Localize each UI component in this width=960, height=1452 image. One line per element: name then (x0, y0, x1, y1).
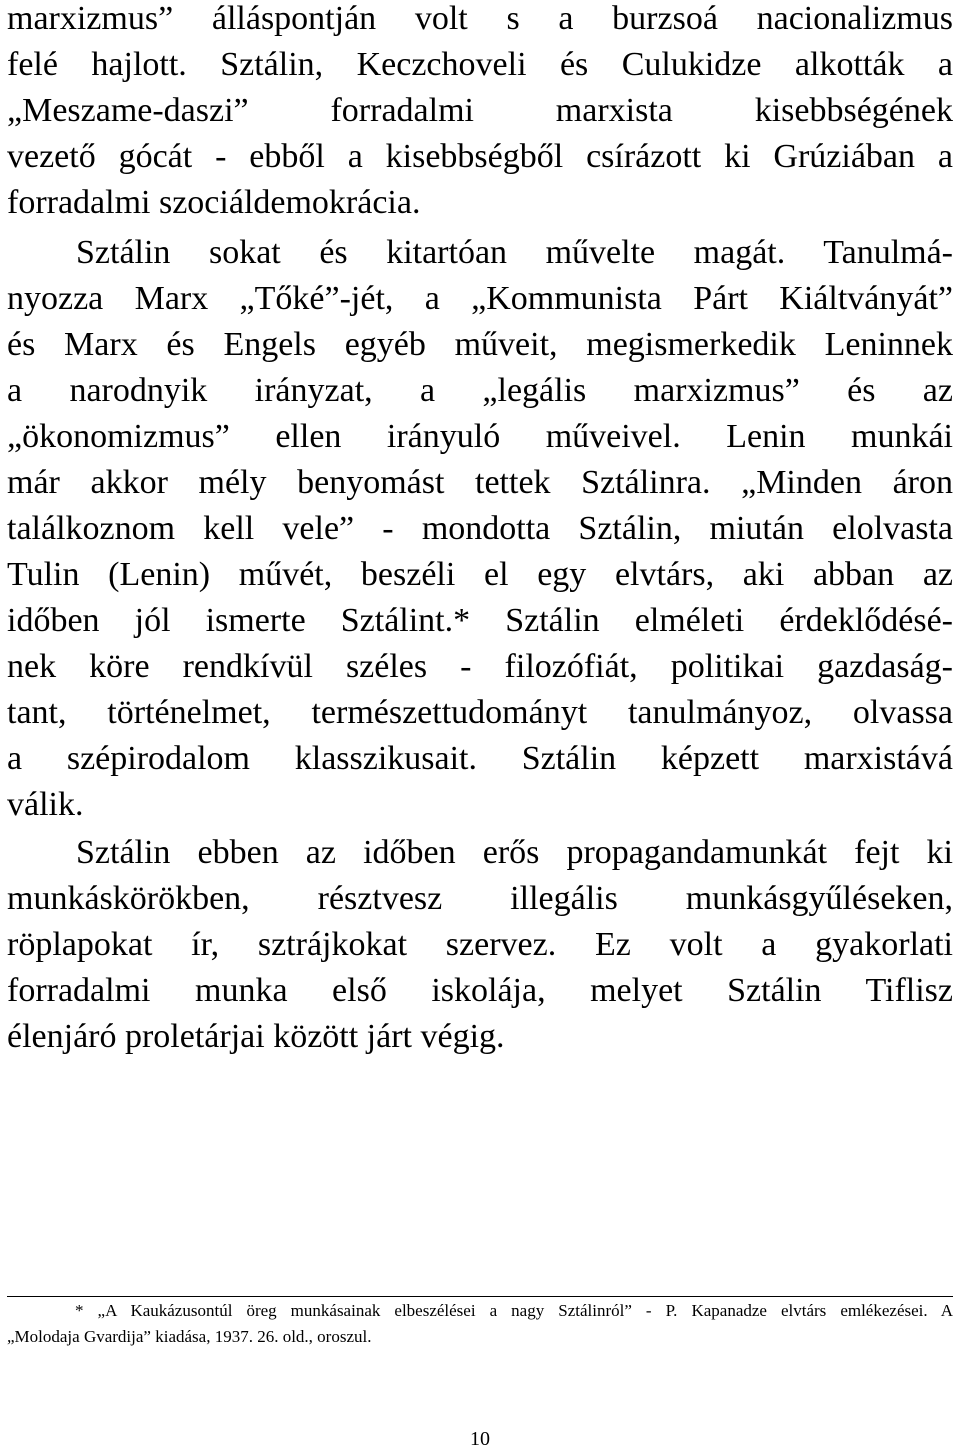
paragraph-1 (7, 0, 953, 226)
text-line: forradalmi szociáldemokrácia. (7, 184, 421, 221)
footnote-line: * „A Kaukázusontúl öreg munkásainak elbeszélései a nagy Sztálinról” - P. Kapanadze elvtárs emlékezései. A (75, 1301, 953, 1320)
text-line: időben jól ismerte Sztálint.* Sztálin elméleti érdeklődésé- (7, 602, 953, 639)
text-line: a narodnyik irányzat, a „legális marxizmus” és az (7, 372, 953, 409)
text-line: élenjáró proletárjai között járt végig. (7, 1018, 505, 1055)
text-line: már akkor mély benyomást tettek Sztálinra. „Minden áron (7, 464, 953, 501)
text-line: Sztálin sokat és kitartóan művelte magát. Tanulmá- (76, 234, 953, 271)
text-line: tant, történelmet, természettudományt tanulmányoz, olvassa (7, 694, 953, 731)
text-line: nek köre rendkívül széles - filozófiát, politikai gazdaság- (7, 648, 953, 685)
text-line: munkáskörökben, résztvesz illegális munkásgyűléseken, (7, 880, 953, 917)
text-line: marxizmus” álláspontján volt s a burzsoá nacionalizmus (7, 0, 953, 37)
footnote-line: „Molodaja Gvardija” kiadása, 1937. 26. old., oroszul. (7, 1327, 372, 1346)
text-line: „Meszame-daszi” forradalmi marxista kisebbségének (7, 92, 953, 129)
text-line: Tulin (Lenin) művét, beszéli el egy elvtárs, aki abban az (7, 556, 953, 593)
text-line: válik. (7, 786, 84, 823)
page-number: 10 (470, 1428, 490, 1450)
text-line: „ökonomizmus” ellen irányuló műveivel. Lenin munkái (7, 418, 953, 455)
text-line: forradalmi munka első iskolája, melyet Sztálin Tiflisz (7, 972, 953, 1009)
footnote-divider (7, 1296, 953, 1297)
text-line: találkoznom kell vele” - mondotta Sztálin, miután elolvasta (7, 510, 953, 547)
text-line: Sztálin ebben az időben erős propagandamunkát fejt ki (76, 834, 953, 871)
text-line: vezető gócát - ebből a kisebbségből csírázott ki Grúziában a (7, 138, 953, 175)
paragraph-3 (7, 830, 953, 1060)
text-line: röplapokat ír, sztrájkokat szervez. Ez volt a gyakorlati (7, 926, 953, 963)
text-line: a szépirodalom klasszikusait. Sztálin képzett marxistává (7, 740, 953, 777)
footnote (7, 1298, 953, 1350)
text-line: felé hajlott. Sztálin, Keczchoveli és Culukidze alkották a (7, 46, 953, 83)
text-line: és Marx és Engels egyéb műveit, megismerkedik Leninnek (7, 326, 953, 363)
paragraph-2 (7, 230, 953, 828)
text-line: nyozza Marx „Tőké”-jét, a „Kommunista Párt Kiáltványát” (7, 280, 953, 317)
